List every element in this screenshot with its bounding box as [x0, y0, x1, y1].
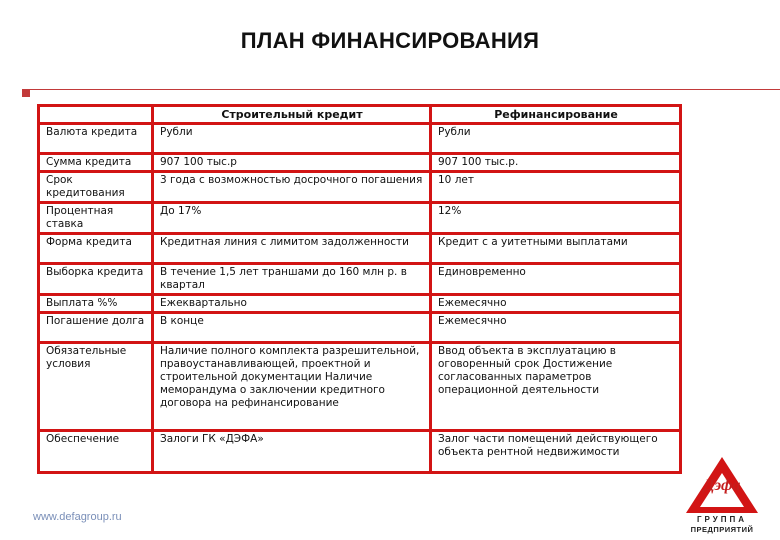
header-divider: [22, 89, 780, 90]
table-row: [39, 431, 681, 473]
row-label: Сумма кредита: [39, 154, 153, 172]
construction-cell: Рубли: [153, 124, 431, 154]
refinancing-cell: Ввод объекта в эксплуатацию в оговоренный срок Достижение согласованных параметров операционной деятельности: [431, 343, 681, 431]
construction-cell: В течение 1,5 лет траншами до 160 млн р. в квартал: [153, 264, 431, 295]
financing-plan-table: [37, 104, 682, 474]
refinancing-cell: Кредит с а уитетными выплатами: [431, 234, 681, 264]
refinancing-cell: Ежемесячно: [431, 295, 681, 313]
table-row: [39, 264, 681, 295]
logo-caption-group: ГРУППА: [696, 515, 748, 524]
row-label: Выборка кредита: [39, 264, 153, 295]
refinancing-cell: 12%: [431, 203, 681, 234]
row-label: Обеспечение: [39, 431, 153, 473]
row-label: Процентная ставка: [39, 203, 153, 234]
construction-cell: В конце: [153, 313, 431, 343]
row-label: Форма кредита: [39, 234, 153, 264]
logo-wordmark: Дэфа: [703, 477, 741, 494]
table-row: [39, 313, 681, 343]
refinancing-cell: Ежемесячно: [431, 313, 681, 343]
divider-marker: [22, 89, 30, 97]
construction-cell: Кредитная линия с лимитом задолженности: [153, 234, 431, 264]
header-construction-credit: Строительный кредит: [153, 106, 431, 124]
table-header-row: [39, 106, 681, 124]
footer-website-link[interactable]: www.defagroup.ru: [33, 511, 122, 523]
construction-cell: Ежеквартально: [153, 295, 431, 313]
defa-group-logo: [682, 455, 762, 535]
header-refinancing: Рефинансирование: [431, 106, 681, 124]
row-label: Погашение долга: [39, 313, 153, 343]
logo-caption-enterprises: ПРЕДПРИЯТИЙ: [690, 525, 754, 534]
construction-cell: До 17%: [153, 203, 431, 234]
header-empty: [39, 106, 153, 124]
construction-cell: 907 100 тыс.р: [153, 154, 431, 172]
refinancing-cell: Залог части помещений действующего объекта рентной недвижимости: [431, 431, 681, 473]
construction-cell: Наличие полного комплекта разрешительной, правоустанавливающей, проектной и строительной документации Наличие меморандума о заключении кредитного договора на рефинансирование: [153, 343, 431, 431]
refinancing-cell: Рубли: [431, 124, 681, 154]
row-label: Срок кредитования: [39, 172, 153, 203]
refinancing-cell: 907 100 тыс.р.: [431, 154, 681, 172]
construction-cell: Залоги ГК «ДЭФА»: [153, 431, 431, 473]
table-row: [39, 172, 681, 203]
row-label: Обязательные условия: [39, 343, 153, 431]
row-label: Выплата %%: [39, 295, 153, 313]
table-row: [39, 343, 681, 431]
row-label: Валюта кредита: [39, 124, 153, 154]
table-row: [39, 234, 681, 264]
refinancing-cell: Единовременно: [431, 264, 681, 295]
refinancing-cell: 10 лет: [431, 172, 681, 203]
table-row: [39, 203, 681, 234]
table-row: [39, 124, 681, 154]
table-row: [39, 295, 681, 313]
table-row: [39, 154, 681, 172]
construction-cell: 3 года с возможностью досрочного погашения: [153, 172, 431, 203]
page-title: ПЛАН ФИНАНСИРОВАНИЯ: [240, 28, 540, 53]
